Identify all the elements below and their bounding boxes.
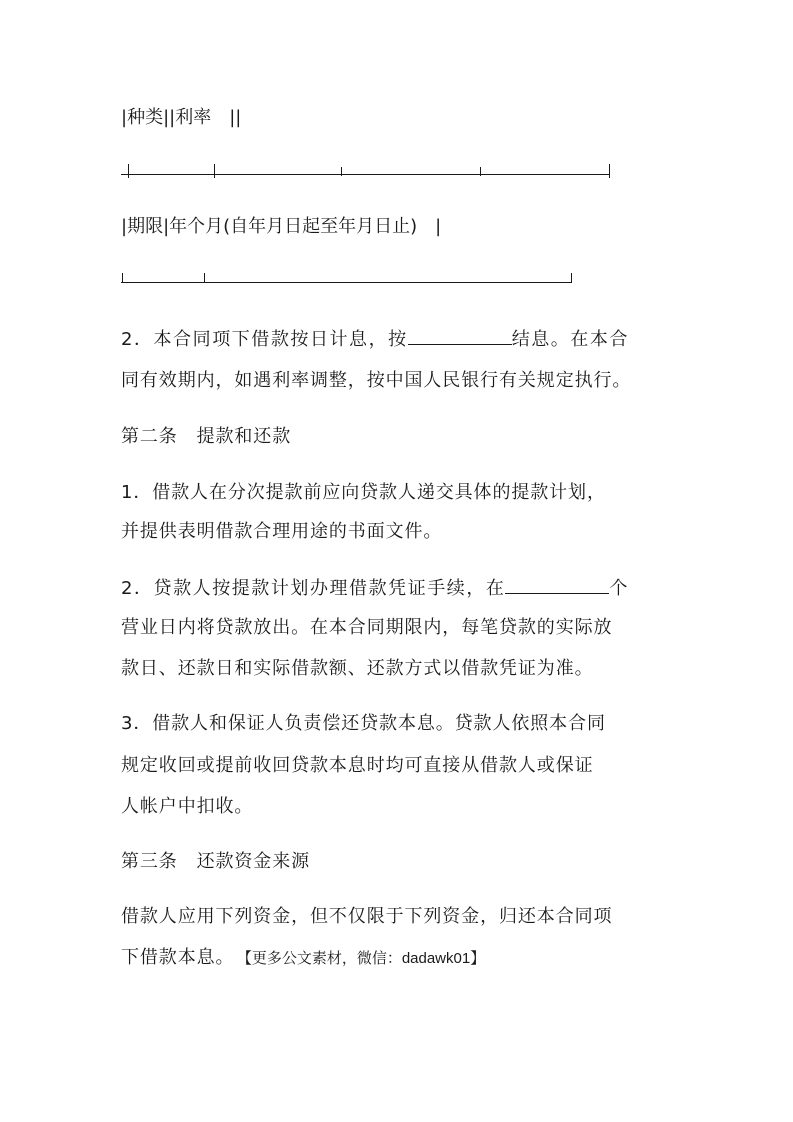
article3-p1-line1: 借款人应用下列资金，但不仅限于下列资金，归还本合同项 [121, 906, 613, 927]
clause1-paragraph2-line2: 同有效期内，如遇利率调整，按中国人民银行有关规定执行。 [121, 370, 632, 391]
article2-p2-line3: 款日、还款日和实际借款额、还款方式以借款凭证为准。 [121, 658, 594, 679]
article2-p3-line1: 3．借款人和保证人负责偿还贷款本息。贷款人依照本合同 [121, 713, 606, 734]
business-days-blank [505, 575, 609, 594]
article2-p1-line2: 并提供表明借款合理用途的书面文件。 [121, 521, 443, 542]
article3-p1-line2: 下借款本息。 【更多公文素材，微信：dadawk01】 [121, 947, 486, 968]
article2-p3-line2: 规定收回或提前收回贷款本息时均可直接从借款人或保证 [121, 755, 594, 776]
article2-p2-line1: 2．贷款人按提款计划办理借款凭证手续，在 个 [121, 575, 681, 601]
rate-table-row-term: |期限|年个月(自年月日起至年月日止) | [121, 216, 442, 237]
promo-note: 【更多公文素材，微信：dadawk01】 [244, 950, 486, 967]
interest-settlement-blank [408, 326, 512, 345]
article2-p3-line3: 人帐户中扣收。 [121, 796, 254, 817]
article2-p2-line2: 营业日内将贷款放出。在本合同期限内，每笔贷款的实际放 [121, 617, 613, 638]
rate-table-row-kind: |种类||利率 || [121, 107, 242, 128]
article2-p1-line1: 1．借款人在分次提款前应向贷款人递交具体的提款计划， [121, 482, 606, 503]
clause1-paragraph2-line1: 2．本合同项下借款按日计息，按 结息。在本合 [121, 326, 681, 352]
article3-heading: 第三条 还款资金来源 [121, 851, 310, 872]
article2-heading: 第二条 提款和还款 [121, 426, 292, 447]
